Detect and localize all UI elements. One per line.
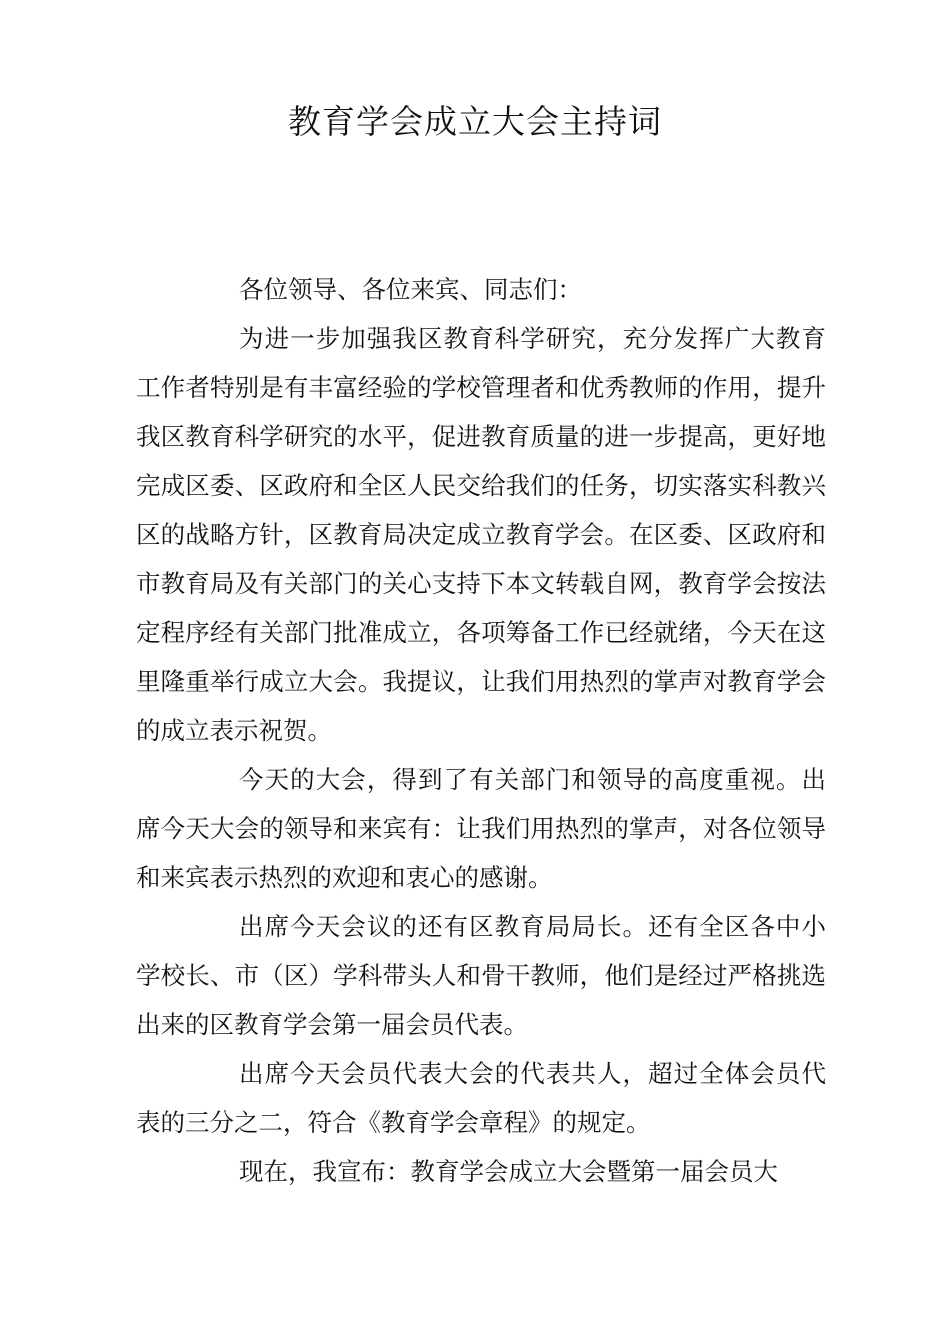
paragraph-purpose: 为进一步加强我区教育科学研究，充分发挥广大教育工作者特别是有丰富经验的学校管理者和优秀教师的作用，提升我区教育科学研究的水平，促进教育质量的进一步提高，更好地完成区委、区政府和全区人民交给我们的任务，切实落实科教兴区的战略方针，区教育局决定成立教育学会。在区委、区政府和市教育局及有关部门的关心支持下本文转载自网，教育学会按法定程序经有关部门批准成立，各项筹备工作已经就绪，今天在这里隆重举行成立大会。我提议，让我们用热烈的掌声对教育学会的成立表示祝贺。: [136, 324, 826, 745]
paragraph-officials: 出席今天会议的还有区教育局局长。还有全区各中小学校长、市（区）学科带头人和骨干教师，他们是经过严格挑选出来的区教育学会第一届会员代表。: [136, 912, 826, 1039]
document-title: 教育学会成立大会主持词: [288, 102, 662, 141]
paragraph-salutation: 各位领导、各位来宾、同志们：: [239, 275, 582, 304]
paragraph-quorum: 出席今天会员代表大会的代表共人，超过全体会员代表的三分之二，符合《教育学会章程》的规定。: [136, 1059, 826, 1137]
document-body: [136, 265, 826, 1196]
paragraph-attendees: 今天的大会，得到了有关部门和领导的高度重视。出席今天大会的领导和来宾有：让我们用热烈的掌声，对各位领导和来宾表示热烈的欢迎和衷心的感谢。: [136, 765, 826, 892]
paragraph-announcement: 现在，我宣布：教育学会成立大会暨第一届会员大: [239, 1157, 778, 1186]
